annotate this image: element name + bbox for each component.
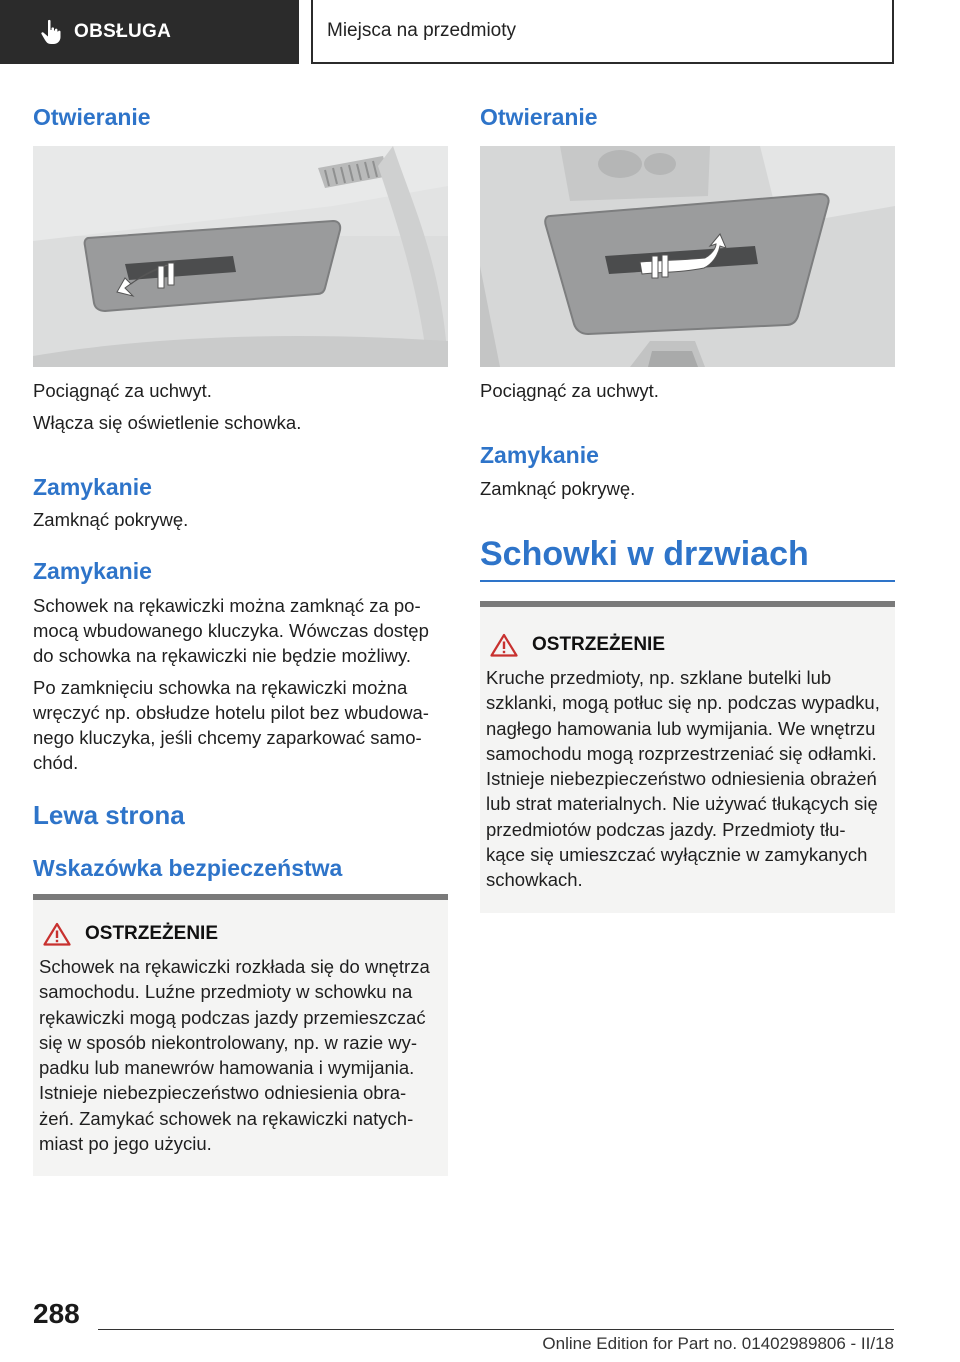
glovebox-photo-left	[33, 146, 448, 367]
text-line: Kruche przedmioty, np. szklane butelki lub	[486, 667, 832, 688]
text-line: przedmiotów podczas jazdy. Przedmioty tłu-	[486, 818, 846, 840]
text-line: mocą wbudowanego kluczyka. Wówczas dostęp	[33, 620, 429, 641]
glovebox-right-illustration	[480, 146, 895, 367]
text-line: lub strat materialnych. Nie używać tłukących się	[486, 793, 878, 815]
warning-header	[39, 922, 440, 946]
warning-box-left	[33, 894, 448, 1176]
text-line: chód.	[33, 752, 79, 773]
heading-close-left: Zamykanie	[33, 474, 152, 500]
warning-box-right	[480, 601, 895, 913]
text-line: samochodu. Luźne przedmioty w schowku na	[39, 981, 413, 1003]
valet-paragraph	[33, 675, 448, 775]
text-line: się w sposób niekontrolowany, np. w razie wy-	[39, 1031, 418, 1053]
open-step-right: Pociągnąć za uchwyt.	[480, 380, 659, 401]
chapter-tab	[311, 0, 894, 64]
open-step-left: Pociągnąć za uchwyt.	[33, 380, 212, 401]
chapter-title: Miejsca na przedmioty	[327, 20, 517, 41]
text-line: miast po jego użyciu.	[39, 1133, 212, 1155]
text-line: Schowek na rękawiczki można zamknąć za po-	[33, 595, 421, 616]
text-line: Po zamknięciu schowka na rękawiczki można	[33, 677, 408, 698]
text-line: szklanki, mogą potłuc się np. podczas wypadku,	[486, 692, 880, 714]
text-line: samochodu mogą rozprzestrzeniać się odłamki.	[486, 742, 877, 764]
heading-open-right: Otwieranie	[480, 104, 598, 130]
heading-safety: Wskazówka bezpieczeństwa	[33, 855, 343, 881]
heading-lock-left: Zamykanie	[33, 558, 152, 584]
section-label: OBSŁUGA	[74, 21, 172, 42]
text-line: rękawiczki mogą podczas jazdy przemieszczać	[39, 1006, 426, 1028]
close-step-right: Zamknąć pokrywę.	[480, 478, 636, 499]
text-line: żeń. Zamykać schowek na rękawiczki natych-	[39, 1107, 414, 1129]
warning-text	[486, 665, 887, 893]
warning-triangle-icon	[43, 922, 71, 946]
text-line: Schowek na rękawiczki rozkłada się do wnętrza	[39, 956, 430, 977]
text-line: Istnieje niebezpieczeństwo odniesienia obrażeń	[486, 768, 877, 790]
text-line: nagłego hamowania lub wymijania. We wnętrzu	[486, 717, 876, 739]
heading-close-right: Zamykanie	[480, 442, 599, 468]
section-title-doors: Schowki w drzwiach	[480, 535, 895, 582]
text-line: wręczyć np. obsłudze hotelu pilot bez wbudowa-	[33, 702, 429, 723]
warning-header	[486, 633, 887, 657]
text-line: padku lub manewrów hamowania i wymijania.	[39, 1057, 415, 1079]
hand-icon	[40, 19, 62, 45]
warning-title: OSTRZEŻENIE	[532, 634, 666, 655]
text-line: kące się umieszczać wyłącznie w zamykanych	[486, 844, 868, 866]
text-line: do schowka na rękawiczki nie będzie możliwy.	[33, 645, 412, 666]
text-line: nego kluczyka, jeśli chcemy zaparkować samo-	[33, 727, 422, 748]
section-tab	[0, 0, 299, 64]
heading-open-left: Otwieranie	[33, 104, 151, 130]
open-note-left: Włącza się oświetlenie schowka.	[33, 412, 302, 433]
close-step-left: Zamknąć pokrywę.	[33, 509, 189, 530]
text-line: schowkach.	[486, 869, 583, 891]
text-line: Istnieje niebezpieczeństwo odniesienia obra-	[39, 1082, 407, 1104]
page-number: 288	[33, 1298, 80, 1329]
warning-title: OSTRZEŻENIE	[85, 923, 219, 944]
glovebox-photo-right	[480, 146, 895, 367]
glovebox-left-illustration	[33, 146, 448, 367]
edition-note: Online Edition for Part no. 01402989806 - II/18	[542, 1334, 894, 1353]
warning-triangle-icon	[490, 633, 518, 657]
warning-text	[39, 954, 440, 1156]
footer-divider	[98, 1329, 894, 1330]
lock-paragraph	[33, 593, 448, 668]
heading-side: Lewa strona	[33, 800, 185, 830]
